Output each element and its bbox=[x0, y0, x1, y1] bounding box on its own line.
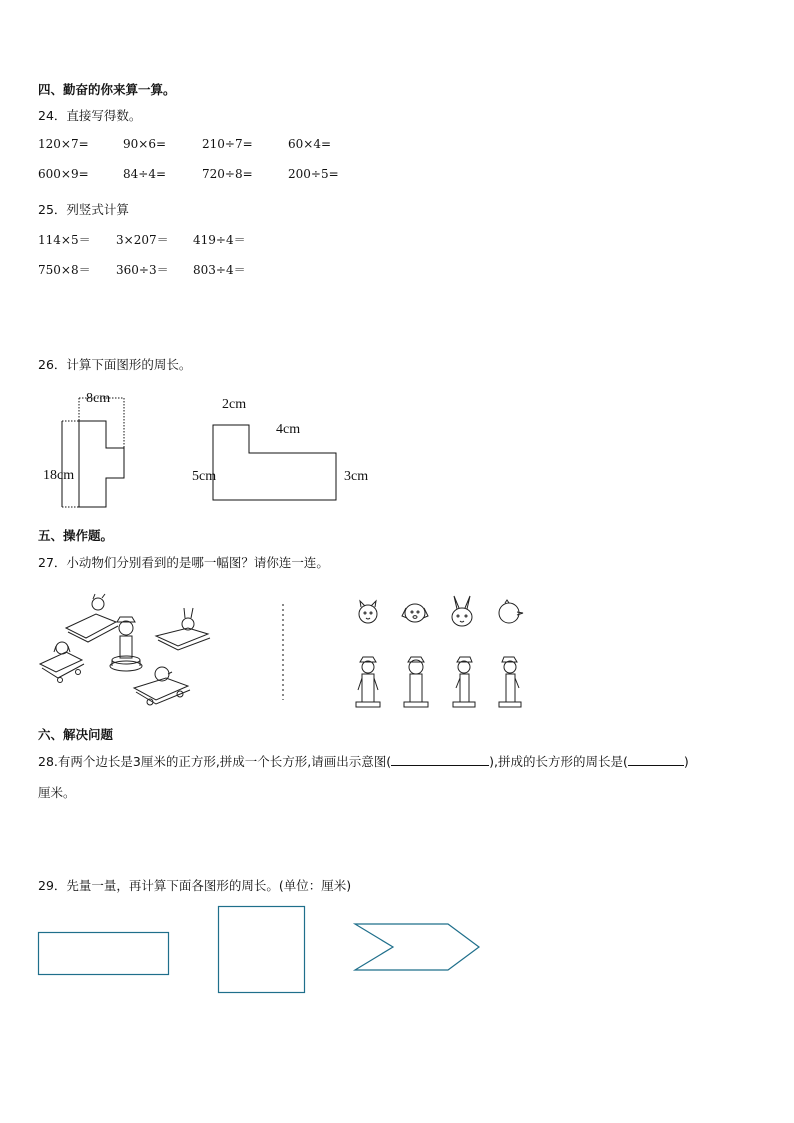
q25-r2-c1: 750×8＝ bbox=[38, 263, 91, 277]
q28-text-part2: ),拼成的长方形的周长是( bbox=[489, 754, 628, 769]
q29-title: 29．先量一量，再计算下面各图形的周长。(单位：厘米) bbox=[38, 878, 352, 893]
q24-r2-c1: 600×9= bbox=[38, 167, 89, 181]
q26-fig1-top-label: 8cm bbox=[86, 391, 111, 406]
q29-square bbox=[219, 907, 305, 993]
q28-text-part3: ) bbox=[683, 754, 689, 769]
q25-r1-c2: 3×207＝ bbox=[116, 233, 169, 247]
q25-r1-c3: 419÷4＝ bbox=[193, 233, 246, 247]
q24-r2-c4: 200÷5= bbox=[288, 167, 339, 181]
q25-r2-c2: 360÷3＝ bbox=[116, 263, 169, 277]
section-4-title: 四、勤奋的你来算一算。 bbox=[38, 82, 176, 97]
q29-arrow-shape bbox=[355, 924, 479, 970]
q25-r2-c3: 803÷4＝ bbox=[193, 263, 246, 277]
q24-r2-c2: 84÷4= bbox=[123, 167, 167, 181]
q26-fig2-mid-label: 4cm bbox=[276, 422, 301, 437]
q27-title: 27．小动物们分别看到的是哪一幅图？请你连一连。 bbox=[38, 555, 329, 570]
q24-r1-c4: 60×4= bbox=[288, 137, 332, 151]
q24-r1-c1: 120×7= bbox=[38, 137, 89, 151]
q24-title: 24．直接写得数。 bbox=[38, 108, 142, 123]
q28-text-part1: 28.有两个边长是3厘米的正方形,拼成一个长方形,请画出示意图( bbox=[38, 754, 392, 769]
q24-r1-c2: 90×6= bbox=[123, 137, 167, 151]
section-5-title: 五、操作题。 bbox=[38, 528, 114, 543]
q28-line2: 厘米。 bbox=[38, 785, 76, 800]
q24-r1-c3: 210÷7= bbox=[202, 137, 253, 151]
q26-title: 26．计算下面图形的周长。 bbox=[38, 357, 192, 372]
q26-fig2-top-label: 2cm bbox=[222, 397, 247, 412]
q24-r2-c3: 720÷8= bbox=[202, 167, 253, 181]
q25-title: 25．列竖式计算 bbox=[38, 202, 129, 217]
section-6-title: 六、解决问题 bbox=[38, 727, 114, 742]
q29-rectangle bbox=[39, 933, 169, 975]
q25-r1-c1: 114×5＝ bbox=[38, 233, 91, 247]
q26-fig2-right-label: 3cm bbox=[344, 469, 369, 484]
q26-fig1-left-label: 18cm bbox=[43, 468, 75, 483]
q26-fig2-left-label: 5cm bbox=[192, 469, 217, 484]
